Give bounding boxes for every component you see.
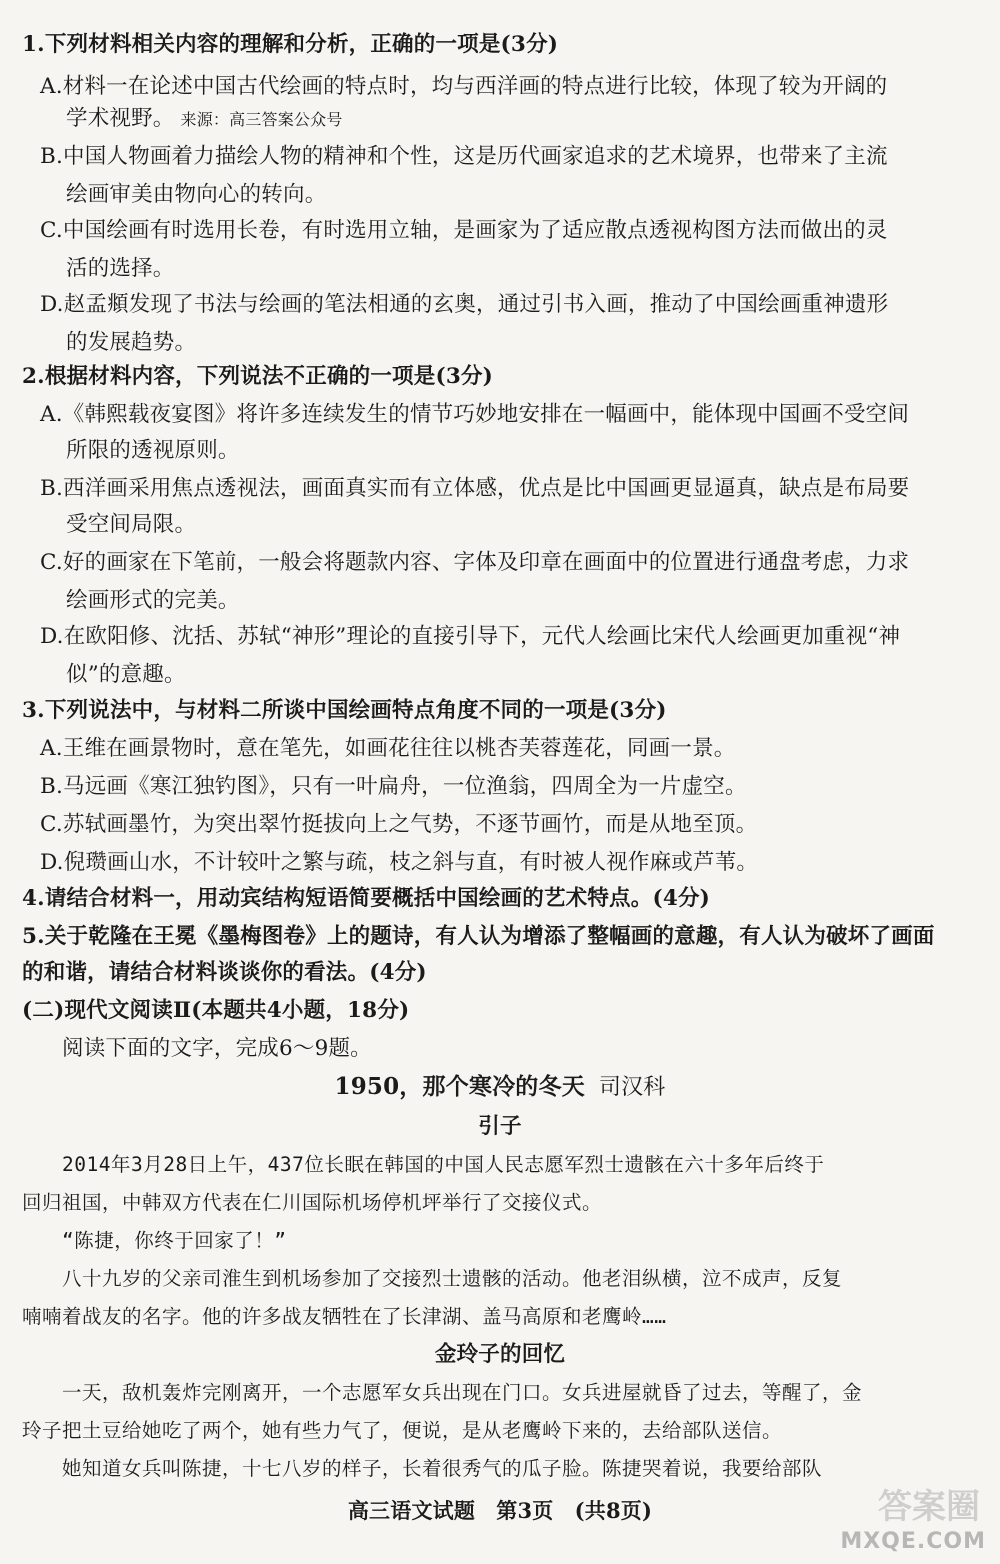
q2-option-c-line1: C.好的画家在下笔前，一般会将题款内容、字体及印章在画面中的位置进行通盘考虑，力求 — [40, 550, 910, 575]
q3-option-a: A.王维在画景物时，意在笔先，如画花往往以桃杏芙蓉莲花，同画一景。 — [40, 736, 736, 761]
q1-option-d-line1: D.赵孟頫发现了书法与绘画的笔法相通的玄奥，通过引书入画，推动了中国绘画重神遗形 — [40, 292, 889, 317]
q1-option-c-line2: 活的选择。 — [66, 256, 175, 281]
q2-option-d-line2: 似”的意趣。 — [66, 662, 186, 687]
paragraph-3-line2: 喃喃着战友的名字。他的许多战友牺牲在了长津湖、盖马高原和老鹰岭…… — [22, 1305, 667, 1328]
paragraph-4-line2: 玲子把土豆给她吃了两个，她有些力气了，便说，是从老鹰岭下来的，去给部队送信。 — [22, 1419, 783, 1442]
section-instruction: 阅读下面的文字，完成6～9题。 — [62, 1036, 372, 1061]
q1-option-d-line2: 的发展趋势。 — [66, 330, 197, 355]
q2-option-b-line1: B.西洋画采用焦点透视法，画面真实而有立体感，优点是比中国画更显逼真，缺点是布局要 — [40, 476, 910, 501]
q1-option-a-line2 — [66, 104, 343, 135]
q1-option-b-line1: B.中国人物画着力描绘人物的精神和个性，这是历代画家追求的艺术境界，也带来了主流 — [40, 144, 888, 169]
q2-option-a-line1: A.《韩熙载夜宴图》将许多连续发生的情节巧妙地安排在一幅画中，能体现中国画不受空间 — [40, 402, 910, 427]
watermark-site: MXQE.COM — [840, 1529, 986, 1554]
q2-option-d-line1: D.在欧阳修、沈括、苏轼“神形”理论的直接引导下，元代人绘画比宋代人绘画更加重视“神 — [40, 624, 901, 649]
article-title: 1950，那个寒冷的冬天 — [334, 1073, 585, 1100]
q2-option-a-line2: 所限的透视原则。 — [66, 438, 240, 463]
q3-option-c: C.苏轼画墨竹，为突出翠竹挺拔向上之气势，不逐节画竹，而是从地至顶。 — [40, 812, 758, 837]
paragraph-3-line1: 八十九岁的父亲司淮生到机场参加了交接烈士遗骸的活动。他老泪纵横，泣不成声，反复 — [62, 1267, 843, 1290]
q2-option-c-line2: 绘画形式的完美。 — [66, 588, 240, 613]
q3-option-d: D.倪瓒画山水，不计较叶之繁与疏，枝之斜与直，有时被人视作麻或芦苇。 — [40, 850, 759, 875]
intro-heading: 引子 — [478, 1114, 522, 1139]
paragraph-2: “陈捷，你终于回家了！” — [62, 1229, 287, 1252]
q2-option-b-line2: 受空间局限。 — [66, 512, 197, 537]
q1-option-a-line1: A.材料一在论述中国古代绘画的特点时，均与西洋画的特点进行比较，体现了较为开阔的 — [40, 74, 888, 99]
source-note: 来源：高三答案公众号 — [180, 110, 343, 129]
q5-line1: 5.关于乾隆在王冕《墨梅图卷》上的题诗，有人认为增添了整幅画的意趣，有人认为破坏了画面 — [22, 924, 935, 949]
section-heading: (二)现代文阅读Ⅱ(本题共4小题，18分) — [22, 998, 410, 1023]
q1-option-b-line2: 绘画审美由物向心的转向。 — [66, 182, 327, 207]
q2-stem: 2.根据材料内容，下列说法不正确的一项是(3分) — [22, 364, 494, 389]
q3-option-b: B.马远画《寒江独钓图》，只有一叶扁舟，一位渔翁，四周全为一片虚空。 — [40, 774, 747, 799]
q3-stem: 3.下列说法中，与材料二所谈中国绘画特点角度不同的一项是(3分) — [22, 698, 667, 723]
section2-heading: 金玲子的回忆 — [434, 1342, 566, 1367]
paragraph-5-line1: 她知道女兵叫陈捷，十七八岁的样子，长着很秀气的瓜子脸。陈捷哭着说，我要给部队 — [62, 1457, 823, 1480]
paragraph-1-line2: 回归祖国，中韩双方代表在仁川国际机场停机坪举行了交接仪式。 — [22, 1191, 603, 1214]
q5-line2: 的和谐，请结合材料谈谈你的看法。(4分) — [22, 960, 427, 985]
article-author: 司汉科 — [598, 1075, 666, 1100]
article-title-line — [0, 1072, 1000, 1103]
watermark-logo: 答案圈 — [878, 1487, 980, 1527]
q1-option-c-line1: C.中国绘画有时选用长卷，有时选用立轴，是画家为了适应散点透视构图方法而做出的灵 — [40, 218, 888, 243]
q1-stem: 1.下列材料相关内容的理解和分析，正确的一项是(3分) — [22, 32, 559, 57]
paragraph-4-line1: 一天，敌机轰炸完刚离开，一个志愿军女兵出现在门口。女兵进屋就昏了过去，等醒了，金 — [62, 1381, 863, 1404]
page-footer: 高三语文试题 第3页 (共8页) — [347, 1498, 653, 1523]
q4-stem: 4.请结合材料一，用动宾结构短语简要概括中国绘画的艺术特点。(4分) — [22, 886, 711, 911]
q1-option-a-text: 学术视野。 — [66, 106, 175, 131]
paragraph-1-line1: 2014年3月28日上午，437位长眠在韩国的中国人民志愿军烈士遗骸在六十多年后终于 — [62, 1153, 825, 1176]
